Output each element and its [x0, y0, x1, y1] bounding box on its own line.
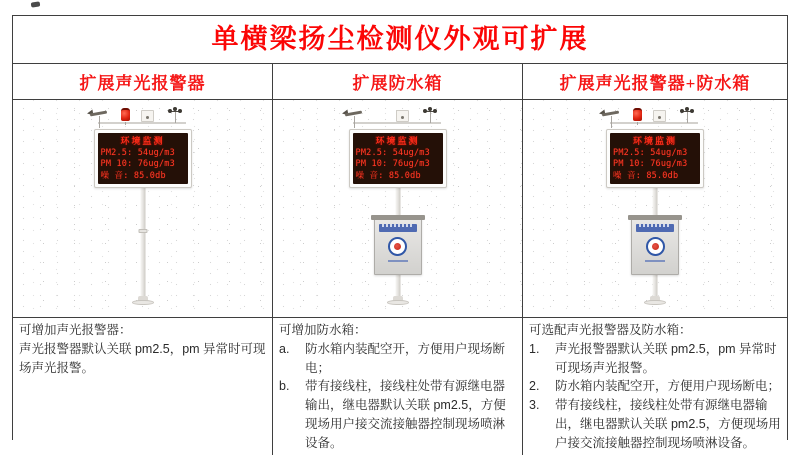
led-row-noise: 噪 音: 85.0db [355, 170, 421, 181]
led-row-noise: 噪 音: 85.0db [100, 170, 166, 181]
wind-vane-icon [89, 109, 109, 123]
page-title: 单横梁扬尘检测仪外观可扩展 [211, 24, 589, 54]
led-row-pm25: PM2.5: 54ug/m3 [100, 147, 175, 158]
led-row-pm10: PM 10: 76ug/m3 [355, 159, 430, 170]
product-image-alarm-plus-box [522, 100, 787, 317]
description-title: 可选配声光报警器及防水箱： [529, 323, 692, 337]
waterproof-box-logo-icon [388, 237, 407, 256]
led-panel [353, 133, 443, 184]
description-title: 可增加防水箱： [279, 323, 367, 337]
pole-clamp [138, 229, 147, 233]
alarm-beacon-icon [121, 108, 130, 121]
waterproof-box-logo-icon [646, 237, 665, 256]
list-marker: 1. [529, 341, 540, 356]
list-text: 带有接线柱，接线柱处带有源继电器输出，继电器默认关联 pm2.5，方便现场用户接交流接触器控制现场喷淋设备。 [305, 379, 506, 450]
waterproof-box-lid [371, 215, 425, 220]
led-display-title: 环境监测 [632, 135, 677, 146]
led-display [349, 129, 447, 188]
led-row-pm10: PM 10: 76ug/m3 [613, 159, 688, 170]
pole-base [387, 300, 409, 305]
wind-vane-icon [344, 109, 364, 123]
waterproof-box-icon [631, 218, 679, 275]
waterproof-box-icon [374, 218, 422, 275]
device-illustration [338, 103, 458, 315]
description-text: 声光报警器默认关联 pm2.5，pm 异常时可现场声光报警。 [19, 341, 266, 375]
device-illustration [83, 103, 203, 315]
led-display-title: 环境监测 [120, 135, 165, 146]
pole-base [132, 300, 154, 305]
pole [140, 187, 145, 301]
descriptions [13, 318, 787, 450]
list-marker: a. [279, 341, 290, 356]
wind-cups-icon [681, 107, 694, 123]
list-item [529, 396, 781, 452]
led-row-pm25: PM2.5: 54ug/m3 [613, 147, 688, 158]
list-marker: b. [279, 379, 290, 394]
led-row-pm25: PM2.5: 54ug/m3 [355, 147, 430, 158]
list-item [279, 340, 516, 378]
led-row-noise: 噪 音: 85.0db [613, 170, 679, 181]
wind-cups-icon [169, 107, 182, 123]
led-display [94, 129, 192, 188]
wind-cups-icon [424, 107, 437, 123]
list-text: 带有接线柱，接线柱处带有源继电器输出，继电器默认关联 pm2.5，方便现场用户接交流接触器控制现场喷淋设备。 [555, 398, 781, 450]
device-illustration [595, 103, 715, 315]
list-text: 防水箱内装配空开，方便用户现场断电； [305, 341, 506, 375]
product-image-alarm [13, 100, 272, 317]
description-alarm [13, 318, 272, 455]
waterproof-box-subtext [645, 260, 665, 262]
spec-table [12, 15, 788, 450]
led-row-pm10: PM 10: 76ug/m3 [100, 159, 175, 170]
description-title: 可增加声光报警器： [19, 323, 132, 337]
column-header-alarm-plus-box: 扩展声光报警器+防水箱 [522, 64, 787, 99]
led-display [606, 129, 704, 188]
product-images [13, 100, 787, 318]
list-marker: 2. [529, 379, 540, 394]
list-item [529, 340, 781, 378]
wind-vane-icon [601, 109, 621, 123]
scan-artifact [31, 1, 41, 7]
sensor-box-icon [653, 110, 666, 122]
waterproof-box-banner [379, 224, 417, 232]
led-panel [610, 133, 700, 184]
description-waterproof-box [272, 318, 522, 455]
alarm-beacon-icon [633, 108, 642, 121]
waterproof-box-lid [628, 215, 682, 220]
waterproof-box-subtext [388, 260, 408, 262]
list-item [279, 377, 516, 452]
product-image-waterproof-box [272, 100, 522, 317]
column-headers [13, 64, 787, 100]
waterproof-box-banner [636, 224, 674, 232]
pole-base [644, 300, 666, 305]
title-row [13, 16, 787, 64]
list-text: 防水箱内装配空开，方便用户现场断电； [555, 379, 781, 394]
list-marker: 3. [529, 398, 540, 412]
list-text: 声光报警器默认关联 pm2.5，pm 异常时可现场声光报警。 [555, 341, 777, 375]
column-header-waterproof-box: 扩展防水箱 [272, 64, 522, 99]
led-panel [98, 133, 188, 184]
list-item [529, 377, 781, 396]
description-alarm-plus-box [522, 318, 787, 455]
led-display-title: 环境监测 [375, 135, 420, 146]
column-header-alarm: 扩展声光报警器 [79, 74, 206, 93]
sensor-box-icon [141, 110, 154, 122]
sensor-box-icon [396, 110, 409, 122]
